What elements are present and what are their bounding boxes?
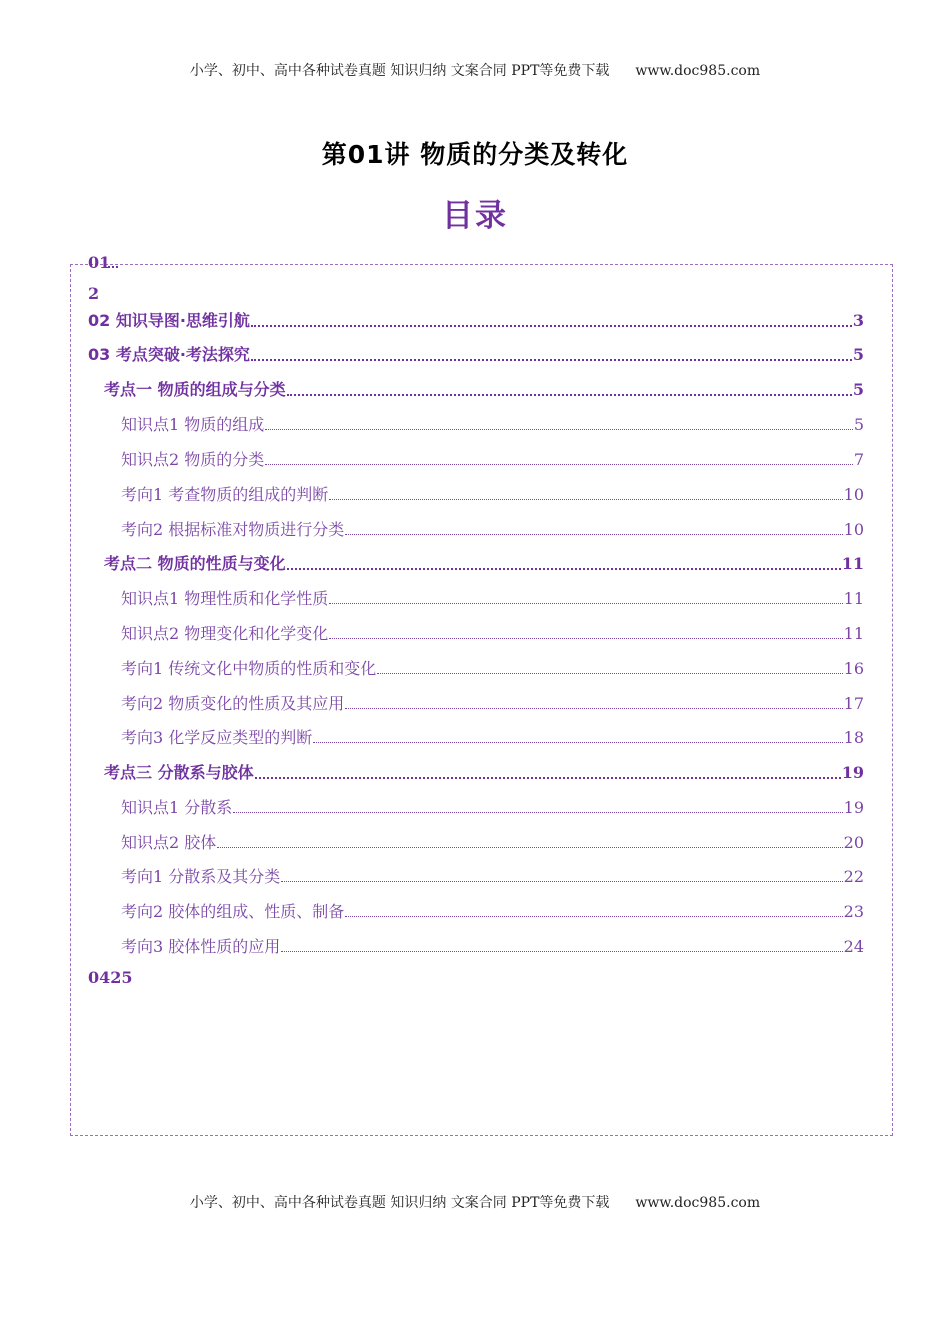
toc-page-number: 11	[843, 589, 864, 608]
toc-page-number: 22	[843, 867, 864, 886]
toc-entry-topic-2[interactable]	[104, 551, 864, 574]
toc-leader	[217, 847, 842, 848]
toc-leader	[265, 464, 853, 465]
toc-page-number: 3	[852, 311, 864, 330]
toc-entry-subtopic[interactable]	[121, 517, 864, 540]
toc-leader	[287, 568, 841, 570]
toc-entry-label: 考向1 考查物质的组成的判断	[121, 485, 329, 504]
toc-entry-label: 知识点2 物质的分类	[121, 450, 265, 469]
footer-site: www.doc985.com	[635, 1195, 761, 1211]
toc-entry-label: 知识点2 胶体	[121, 833, 217, 852]
toc-entry-label: 知识点2 物理变化和化学变化	[121, 624, 329, 643]
toc-page-number: 17	[843, 694, 864, 713]
toc-heading: 目录	[442, 198, 508, 234]
toc-entry-label: 考向3 胶体性质的应用	[121, 937, 281, 956]
toc-leader	[233, 812, 842, 813]
toc-entry-subtopic[interactable]	[121, 482, 864, 505]
toc-leader	[251, 359, 852, 361]
toc-leader	[281, 881, 842, 882]
toc-entry-topic-1[interactable]	[104, 377, 864, 400]
toc-leader	[329, 499, 842, 500]
toc-entry-label: 考向2 根据标准对物质进行分类	[121, 520, 345, 539]
toc-leader	[265, 429, 853, 430]
toc-page-number: 10	[843, 485, 864, 504]
toc-entry-subtopic[interactable]	[121, 725, 864, 748]
toc-entry-0425[interactable]: 0425	[88, 968, 133, 987]
toc-entry-01[interactable]: 01	[88, 253, 111, 272]
toc-entry-subtopic[interactable]	[121, 864, 864, 887]
header-text: 小学、初中、高中各种试卷真题 知识归纳 文案合同 PPT等免费下载	[189, 63, 610, 79]
toc-entry-subtopic[interactable]	[121, 412, 864, 435]
toc-entry-label: 知识点1 物质的组成	[121, 415, 265, 434]
toc-entry-subtopic[interactable]	[121, 830, 864, 853]
toc-entry-2[interactable]: 2	[88, 284, 100, 303]
toc-entry-label: 考向3 化学反应类型的判断	[121, 728, 313, 747]
toc-leader	[329, 603, 842, 604]
toc-page-number: 24	[843, 937, 864, 956]
toc-page-number: 19	[841, 763, 864, 782]
header-site: www.doc985.com	[635, 63, 761, 79]
toc-entry-label: 考向2 物质变化的性质及其应用	[121, 694, 345, 713]
toc-page-number: 19	[843, 798, 864, 817]
footer-text: 小学、初中、高中各种试卷真题 知识归纳 文案合同 PPT等免费下载	[189, 1195, 610, 1211]
toc-entry-subtopic[interactable]	[121, 934, 864, 957]
page-footer	[0, 1192, 950, 1212]
toc-entry-breakthrough[interactable]	[88, 342, 864, 365]
toc-leader	[345, 534, 842, 535]
toc-entry-subtopic[interactable]	[121, 691, 864, 714]
toc-entry-label: 知识点1 分散系	[121, 798, 233, 817]
toc-entry-subtopic[interactable]	[121, 447, 864, 470]
toc-entry-mindmap[interactable]	[88, 308, 864, 331]
toc-entry-label: 考点三 分散系与胶体	[104, 763, 254, 782]
toc-leader	[313, 742, 842, 743]
toc-leader	[255, 777, 841, 779]
toc-page-number: 10	[843, 520, 864, 539]
toc-entry-label: 考向1 分散系及其分类	[121, 867, 281, 886]
toc-entry-label: 考向2 胶体的组成、性质、制备	[121, 902, 345, 921]
toc-leader	[251, 325, 852, 327]
toc-entry-subtopic[interactable]	[121, 586, 864, 609]
toc-entry-label: 考点一 物质的组成与分类	[104, 380, 286, 399]
page-header	[0, 60, 950, 80]
toc-entry-subtopic[interactable]	[121, 899, 864, 922]
toc-page-number: 5	[852, 380, 864, 399]
toc-page-number: 20	[843, 833, 864, 852]
toc-leader	[345, 708, 842, 709]
toc-entry-label: 知识点1 物理性质和化学性质	[121, 589, 329, 608]
toc-entry-label: 考向1 传统文化中物质的性质和变化	[121, 659, 377, 678]
toc-entry-subtopic[interactable]	[121, 656, 864, 679]
toc-page-number: 11	[843, 624, 864, 643]
toc-leader	[281, 951, 842, 952]
toc-page-number: 18	[843, 728, 864, 747]
toc-leader	[377, 673, 842, 674]
toc-page-number: 11	[841, 554, 864, 573]
toc-entry-label: 考点二 物质的性质与变化	[104, 554, 286, 573]
toc-page-number: 5	[853, 415, 864, 434]
toc-page-number: 5	[852, 345, 864, 364]
toc-page-number: 23	[843, 902, 864, 921]
toc-leader	[345, 916, 842, 917]
toc-page-number: 7	[853, 450, 864, 469]
document-title: 第01讲 物质的分类及转化	[321, 140, 629, 169]
toc-page-number: 16	[843, 659, 864, 678]
toc-leader	[104, 266, 118, 268]
toc-entry-subtopic[interactable]	[121, 621, 864, 644]
toc-entry-label: 03 考点突破·考法探究	[88, 345, 250, 364]
toc-entry-subtopic[interactable]	[121, 795, 864, 818]
toc-entry-label: 02 知识导图·思维引航	[88, 311, 250, 330]
toc-leader	[287, 394, 852, 396]
toc-entry-topic-3[interactable]	[104, 760, 864, 783]
toc-leader	[329, 638, 842, 639]
